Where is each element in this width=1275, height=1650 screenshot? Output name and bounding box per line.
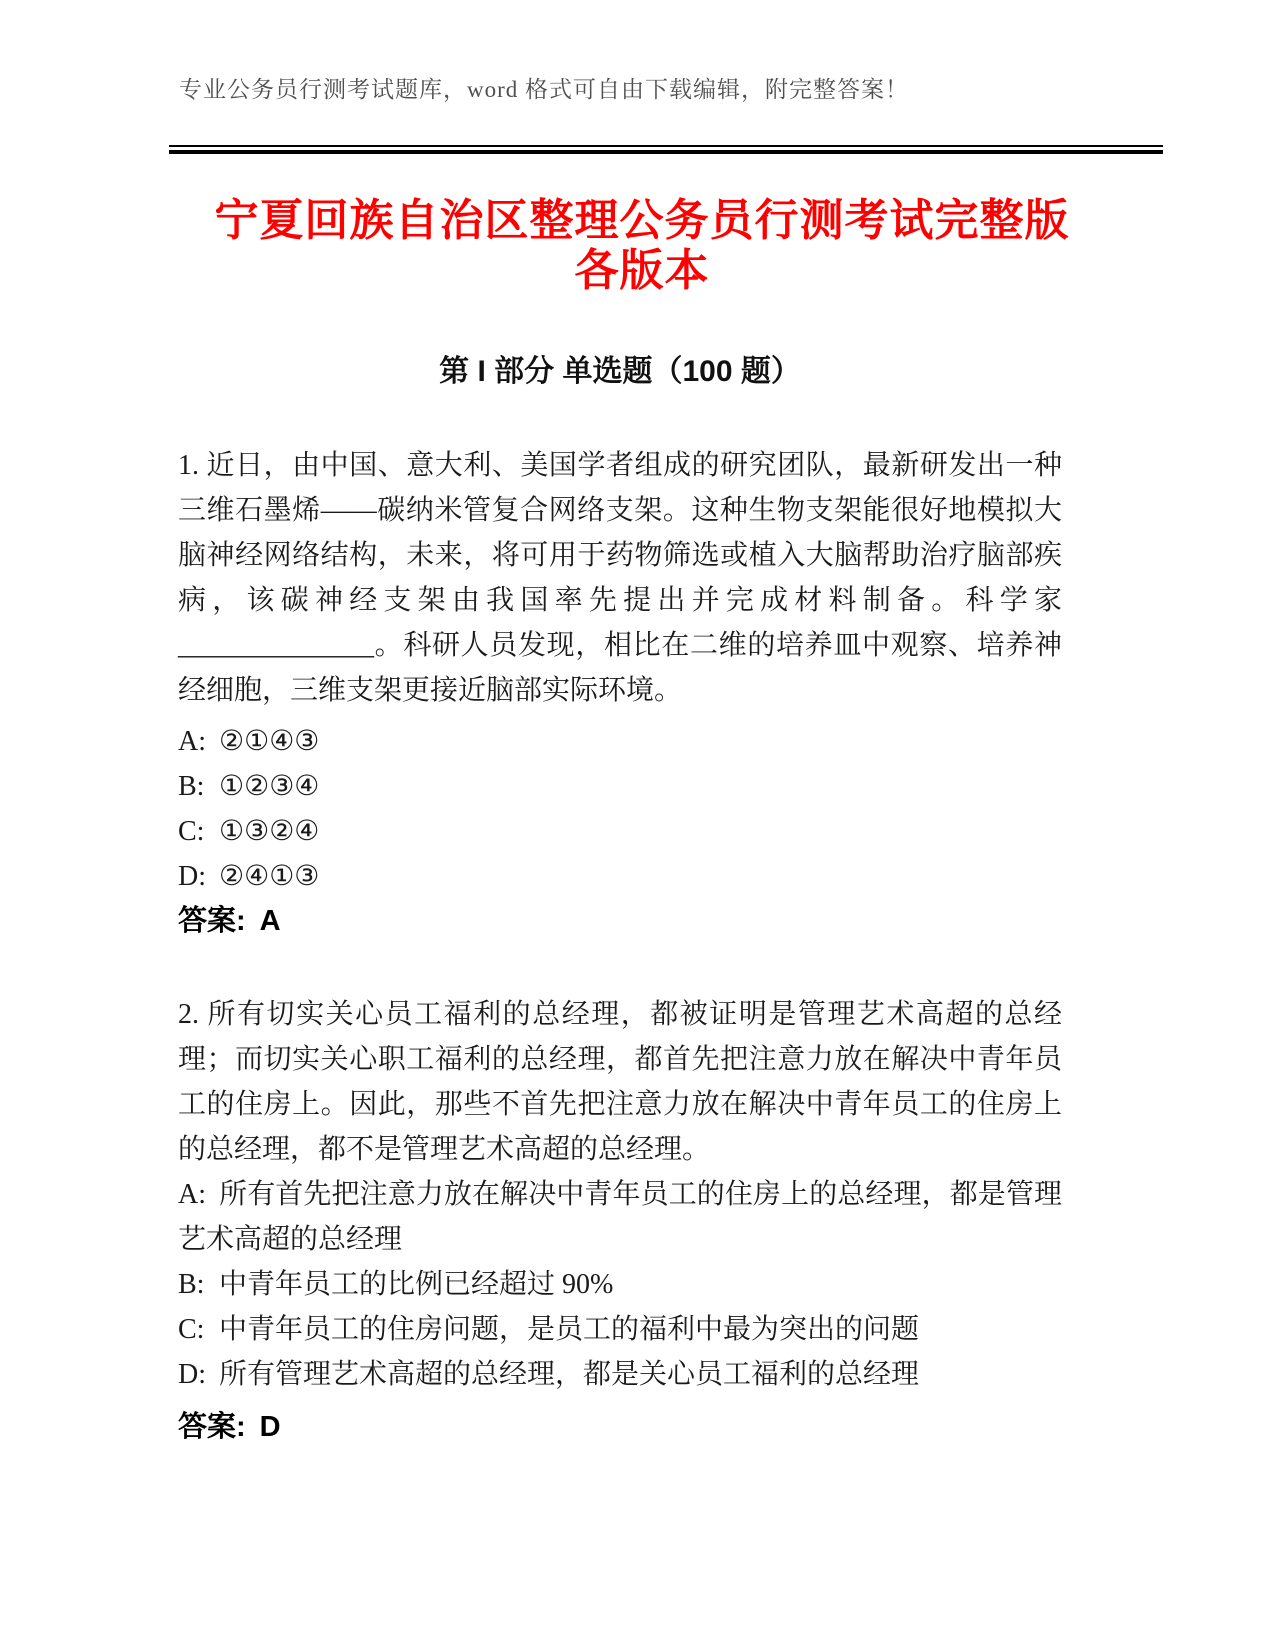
option-d-text: 所有管理艺术高超的总经理，都是关心员工福利的总经理 [219, 1359, 920, 1390]
option-d-label: D: [178, 861, 206, 892]
question-2-option-b [178, 1262, 1062, 1307]
option-a-label: A: [178, 726, 206, 757]
option-d-text: ②④①③ [219, 861, 320, 892]
question-2-option-c [178, 1307, 1062, 1352]
question-1-option-d [178, 854, 1062, 899]
questions-area [178, 443, 1062, 1450]
question-1 [178, 443, 1062, 944]
answer-label: 答案: [178, 1411, 246, 1443]
answer-value: A [259, 905, 281, 937]
question-1-option-c [178, 809, 1062, 854]
option-c-label: C: [178, 816, 205, 847]
document-title-line-2: 各版本 [574, 246, 710, 295]
document-title [172, 196, 1112, 296]
answer-label: 答案: [178, 905, 246, 937]
question-2-text: 2. 所有切实关心员工福利的总经理，都被证明是管理艺术高超的总经理；而切实关心职工福利的总经理，都首先把注意力放在解决中青年员工的住房上。因此，那些不首先把注意力放在解决中青年员工的住房上的总经理，都不是管理艺术高超的总经理。 [178, 999, 1062, 1165]
question-1-options [178, 719, 1062, 899]
option-b-label: B: [178, 1269, 205, 1300]
question-2-options [178, 1172, 1062, 1397]
question-1-text: 1. 近日，由中国、意大利、美国学者组成的研究团队，最新研发出一种三维石墨烯——碳纳米管复合网络支架。这种生物支架能很好地模拟大脑神经网络结构，未来，将可用于药物筛选或植入大脑帮助治疗脑部疾病，该碳神经支架由我国率先提出并完成材料制备。科学家______________。科研人员发现，相比在二维的培养皿中观察、培养神经细胞，三维支架更接近脑部实际环境。 [178, 450, 1062, 706]
answer-value: D [259, 1411, 281, 1443]
option-d-label: D: [178, 1359, 206, 1390]
option-a-label: A: [178, 1179, 206, 1210]
question-1-option-b [178, 764, 1062, 809]
header-divider-rule [169, 145, 1163, 154]
question-2 [178, 992, 1062, 1450]
option-c-text: 中青年员工的住房问题，是员工的福利中最为突出的问题 [219, 1314, 920, 1345]
option-c-label: C: [178, 1314, 205, 1345]
question-1-option-a [178, 719, 1062, 764]
question-2-option-d [178, 1352, 1062, 1397]
question-1-answer-line [178, 899, 1062, 944]
option-b-text: ①②③④ [219, 771, 320, 802]
option-a-text: ②①④③ [219, 726, 320, 757]
option-b-text: 中青年员工的比例已经超过 90% [219, 1269, 614, 1300]
option-b-label: B: [178, 771, 205, 802]
header-note: 专业公务员行测考试题库，word 格式可自由下载编辑，附完整答案！ [179, 77, 910, 102]
option-a-text: 所有首先把注意力放在解决中青年员工的住房上的总经理，都是管理艺术高超的总经理 [178, 1179, 1062, 1255]
document-title-line-1: 宁夏回族自治区整理公务员行测考试完整版 [214, 196, 1070, 245]
question-2-answer-line [178, 1405, 1062, 1450]
question-2-option-a [178, 1172, 1062, 1262]
option-c-text: ①③②④ [219, 816, 320, 847]
section-heading: 第 I 部分 单选题（100 题） [439, 355, 801, 388]
